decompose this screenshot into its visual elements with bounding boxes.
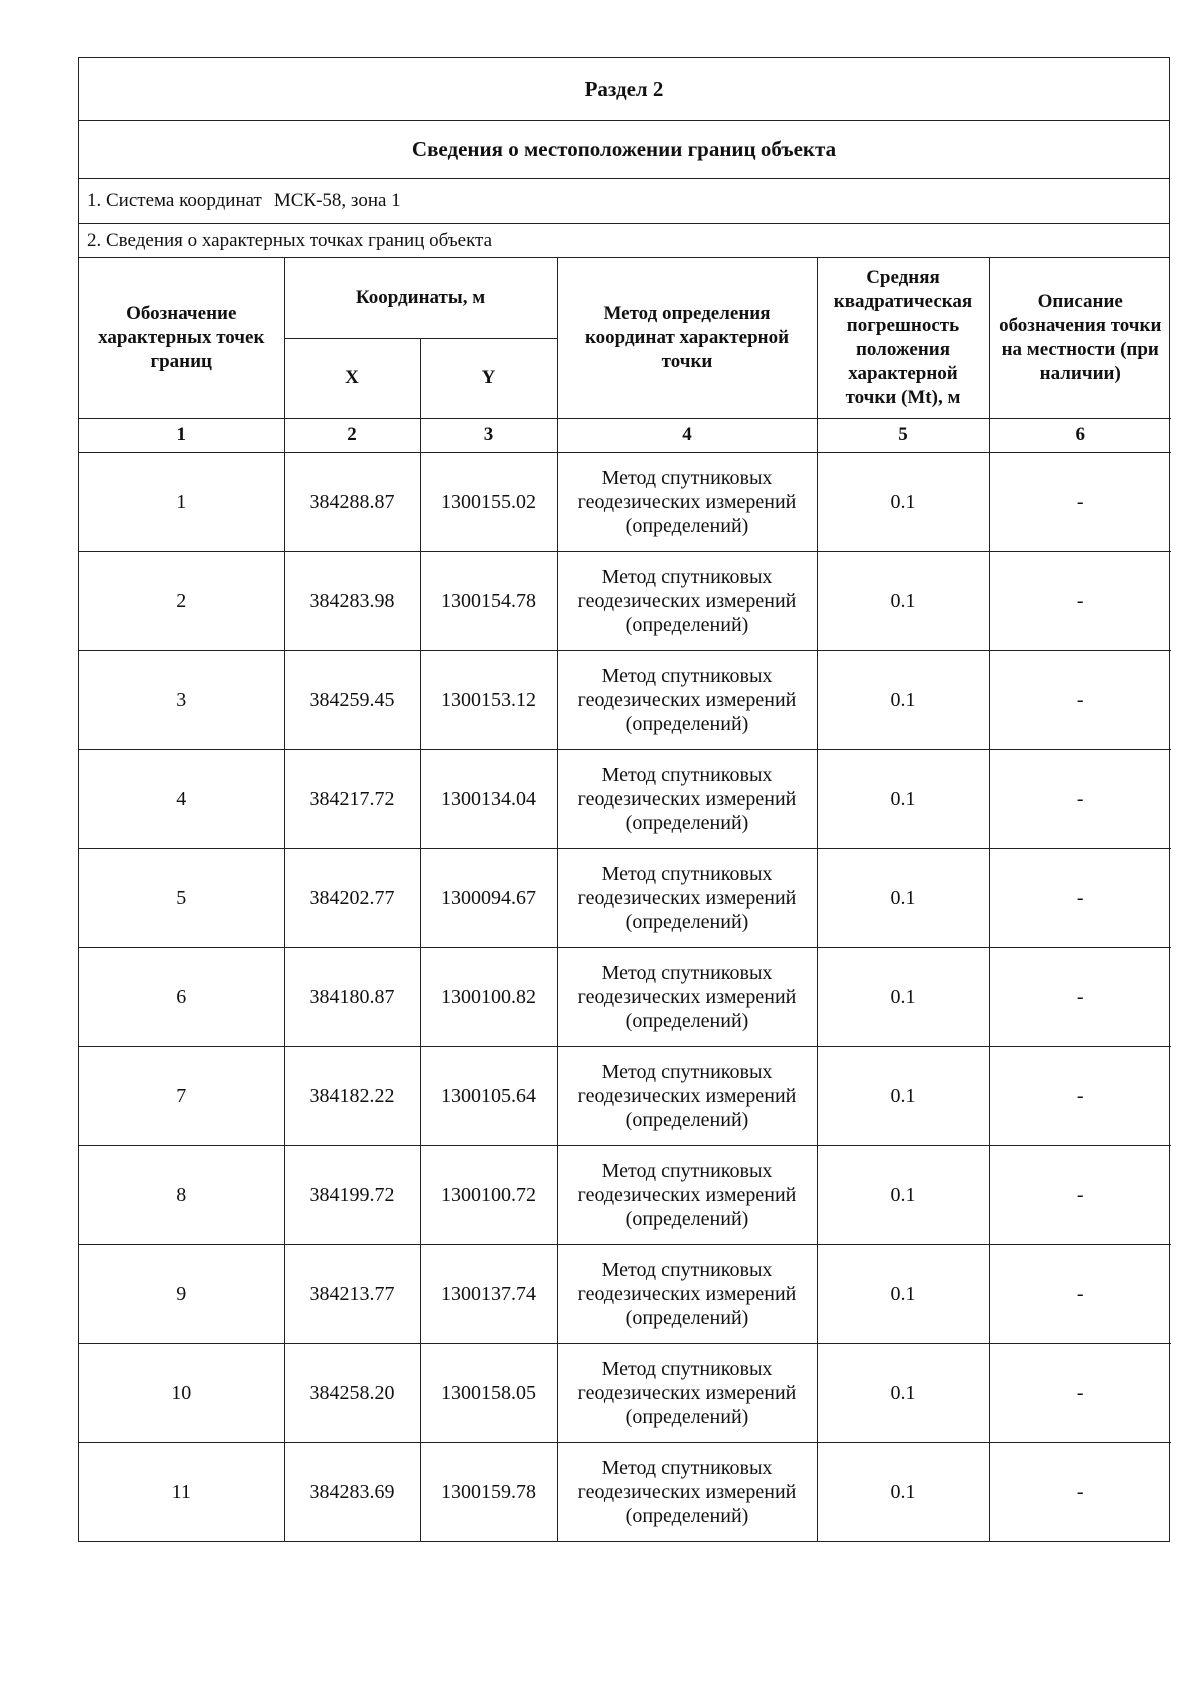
y-coordinate-cell: 1300155.02	[420, 452, 557, 551]
point-number-cell: 3	[79, 650, 284, 749]
method-cell	[557, 650, 817, 749]
method-line: Метод спутниковых	[601, 565, 773, 588]
table-row	[79, 1145, 1171, 1244]
table-row	[79, 947, 1171, 1046]
method-cell	[557, 1244, 817, 1343]
method-line: (определений)	[625, 910, 749, 933]
method-line: геодезических измерений	[577, 1282, 797, 1305]
method-line: Метод спутниковых	[601, 664, 773, 687]
description-cell: -	[989, 650, 1171, 749]
method-line: геодезических измерений	[577, 1381, 797, 1404]
description-cell: -	[989, 848, 1171, 947]
header-coordinates: Координаты, м	[284, 258, 557, 338]
description-cell: -	[989, 1145, 1171, 1244]
table-row	[79, 650, 1171, 749]
section-subtitle: Сведения о местоположении границ объекта	[79, 121, 1169, 179]
y-coordinate-cell: 1300159.78	[420, 1442, 557, 1541]
header-y: Y	[420, 338, 557, 418]
table-body	[79, 452, 1171, 1541]
method-cell	[557, 1442, 817, 1541]
method-line: (определений)	[625, 1306, 749, 1329]
x-coordinate-cell: 384258.20	[284, 1343, 420, 1442]
method-line: Метод спутниковых	[601, 1060, 773, 1083]
method-cell	[557, 1343, 817, 1442]
header-x: X	[284, 338, 420, 418]
description-cell: -	[989, 1343, 1171, 1442]
coord-system-value: МСК-58, зона 1	[273, 190, 401, 211]
method-line: геодезических измерений	[577, 688, 797, 711]
accuracy-cell: 0.1	[817, 551, 989, 650]
method-line: Метод спутниковых	[601, 961, 773, 984]
y-coordinate-cell: 1300158.05	[420, 1343, 557, 1442]
method-cell	[557, 1046, 817, 1145]
accuracy-cell: 0.1	[817, 749, 989, 848]
header-accuracy: Средняя квадратическая погрешность положения характерной точки (Mt), м	[817, 258, 989, 418]
method-line: (определений)	[625, 1504, 749, 1527]
y-coordinate-cell: 1300134.04	[420, 749, 557, 848]
point-number-cell: 7	[79, 1046, 284, 1145]
point-number-cell: 11	[79, 1442, 284, 1541]
x-coordinate-cell: 384213.77	[284, 1244, 420, 1343]
table-row	[79, 1343, 1171, 1442]
coord-system-label: 1. Система координат	[87, 190, 262, 211]
point-number-cell: 10	[79, 1343, 284, 1442]
column-number: 3	[420, 418, 557, 452]
method-line: геодезических измерений	[577, 787, 797, 810]
table-row	[79, 1442, 1171, 1541]
method-line: геодезических измерений	[577, 589, 797, 612]
description-cell: -	[989, 947, 1171, 1046]
x-coordinate-cell: 384202.77	[284, 848, 420, 947]
method-line: (определений)	[625, 712, 749, 735]
accuracy-cell: 0.1	[817, 650, 989, 749]
method-cell	[557, 947, 817, 1046]
x-coordinate-cell: 384259.45	[284, 650, 420, 749]
y-coordinate-cell: 1300100.72	[420, 1145, 557, 1244]
method-line: (определений)	[625, 1405, 749, 1428]
method-cell	[557, 848, 817, 947]
column-number: 5	[817, 418, 989, 452]
y-coordinate-cell: 1300154.78	[420, 551, 557, 650]
description-cell: -	[989, 749, 1171, 848]
points-heading: 2. Сведения о характерных точках границ объекта	[79, 224, 1169, 258]
y-coordinate-cell: 1300105.64	[420, 1046, 557, 1145]
method-line: Метод спутниковых	[601, 466, 773, 489]
method-line: (определений)	[625, 1108, 749, 1131]
column-number: 6	[989, 418, 1171, 452]
method-line: Метод спутниковых	[601, 1357, 773, 1380]
points-table	[79, 258, 1171, 1541]
y-coordinate-cell: 1300137.74	[420, 1244, 557, 1343]
method-line: геодезических измерений	[577, 985, 797, 1008]
description-cell: -	[989, 551, 1171, 650]
x-coordinate-cell: 384199.72	[284, 1145, 420, 1244]
section-title: Раздел 2	[79, 58, 1169, 121]
point-number-cell: 6	[79, 947, 284, 1046]
method-line: (определений)	[625, 613, 749, 636]
x-coordinate-cell: 384217.72	[284, 749, 420, 848]
method-line: (определений)	[625, 514, 749, 537]
accuracy-cell: 0.1	[817, 1442, 989, 1541]
point-number-cell: 2	[79, 551, 284, 650]
x-coordinate-cell: 384182.22	[284, 1046, 420, 1145]
y-coordinate-cell: 1300094.67	[420, 848, 557, 947]
point-number-cell: 9	[79, 1244, 284, 1343]
method-line: (определений)	[625, 811, 749, 834]
accuracy-cell: 0.1	[817, 452, 989, 551]
method-cell	[557, 551, 817, 650]
description-cell: -	[989, 1442, 1171, 1541]
method-line: геодезических измерений	[577, 886, 797, 909]
coord-system-line	[79, 179, 1169, 224]
x-coordinate-cell: 384283.69	[284, 1442, 420, 1541]
method-line: (определений)	[625, 1009, 749, 1032]
accuracy-cell: 0.1	[817, 1145, 989, 1244]
column-number-row	[79, 418, 1171, 452]
table-row	[79, 1244, 1171, 1343]
column-number: 1	[79, 418, 284, 452]
column-number: 4	[557, 418, 817, 452]
point-number-cell: 8	[79, 1145, 284, 1244]
x-coordinate-cell: 384288.87	[284, 452, 420, 551]
accuracy-cell: 0.1	[817, 1046, 989, 1145]
method-line: Метод спутниковых	[601, 763, 773, 786]
method-line: Метод спутниковых	[601, 1456, 773, 1479]
table-row	[79, 551, 1171, 650]
method-cell	[557, 452, 817, 551]
document-frame	[78, 57, 1170, 1542]
point-number-cell: 4	[79, 749, 284, 848]
method-line: геодезических измерений	[577, 1084, 797, 1107]
description-cell: -	[989, 1046, 1171, 1145]
accuracy-cell: 0.1	[817, 848, 989, 947]
header-description: Описание обозначения точки на местности (при наличии)	[989, 258, 1171, 418]
method-line: (определений)	[625, 1207, 749, 1230]
x-coordinate-cell: 384180.87	[284, 947, 420, 1046]
accuracy-cell: 0.1	[817, 947, 989, 1046]
table-row	[79, 452, 1171, 551]
table-row	[79, 749, 1171, 848]
method-line: Метод спутниковых	[601, 1258, 773, 1281]
y-coordinate-cell: 1300153.12	[420, 650, 557, 749]
description-cell: -	[989, 1244, 1171, 1343]
column-number: 2	[284, 418, 420, 452]
table-header-row	[79, 258, 1171, 338]
method-line: Метод спутниковых	[601, 862, 773, 885]
method-cell	[557, 1145, 817, 1244]
method-line: Метод спутниковых	[601, 1159, 773, 1182]
description-cell: -	[989, 452, 1171, 551]
header-designation: Обозначение характерных точек границ	[79, 258, 284, 418]
table-row	[79, 848, 1171, 947]
table-row	[79, 1046, 1171, 1145]
method-line: геодезических измерений	[577, 1480, 797, 1503]
x-coordinate-cell: 384283.98	[284, 551, 420, 650]
accuracy-cell: 0.1	[817, 1244, 989, 1343]
method-line: геодезических измерений	[577, 490, 797, 513]
y-coordinate-cell: 1300100.82	[420, 947, 557, 1046]
point-number-cell: 5	[79, 848, 284, 947]
point-number-cell: 1	[79, 452, 284, 551]
method-cell	[557, 749, 817, 848]
accuracy-cell: 0.1	[817, 1343, 989, 1442]
header-method: Метод определения координат характерной точки	[557, 258, 817, 418]
method-line: геодезических измерений	[577, 1183, 797, 1206]
